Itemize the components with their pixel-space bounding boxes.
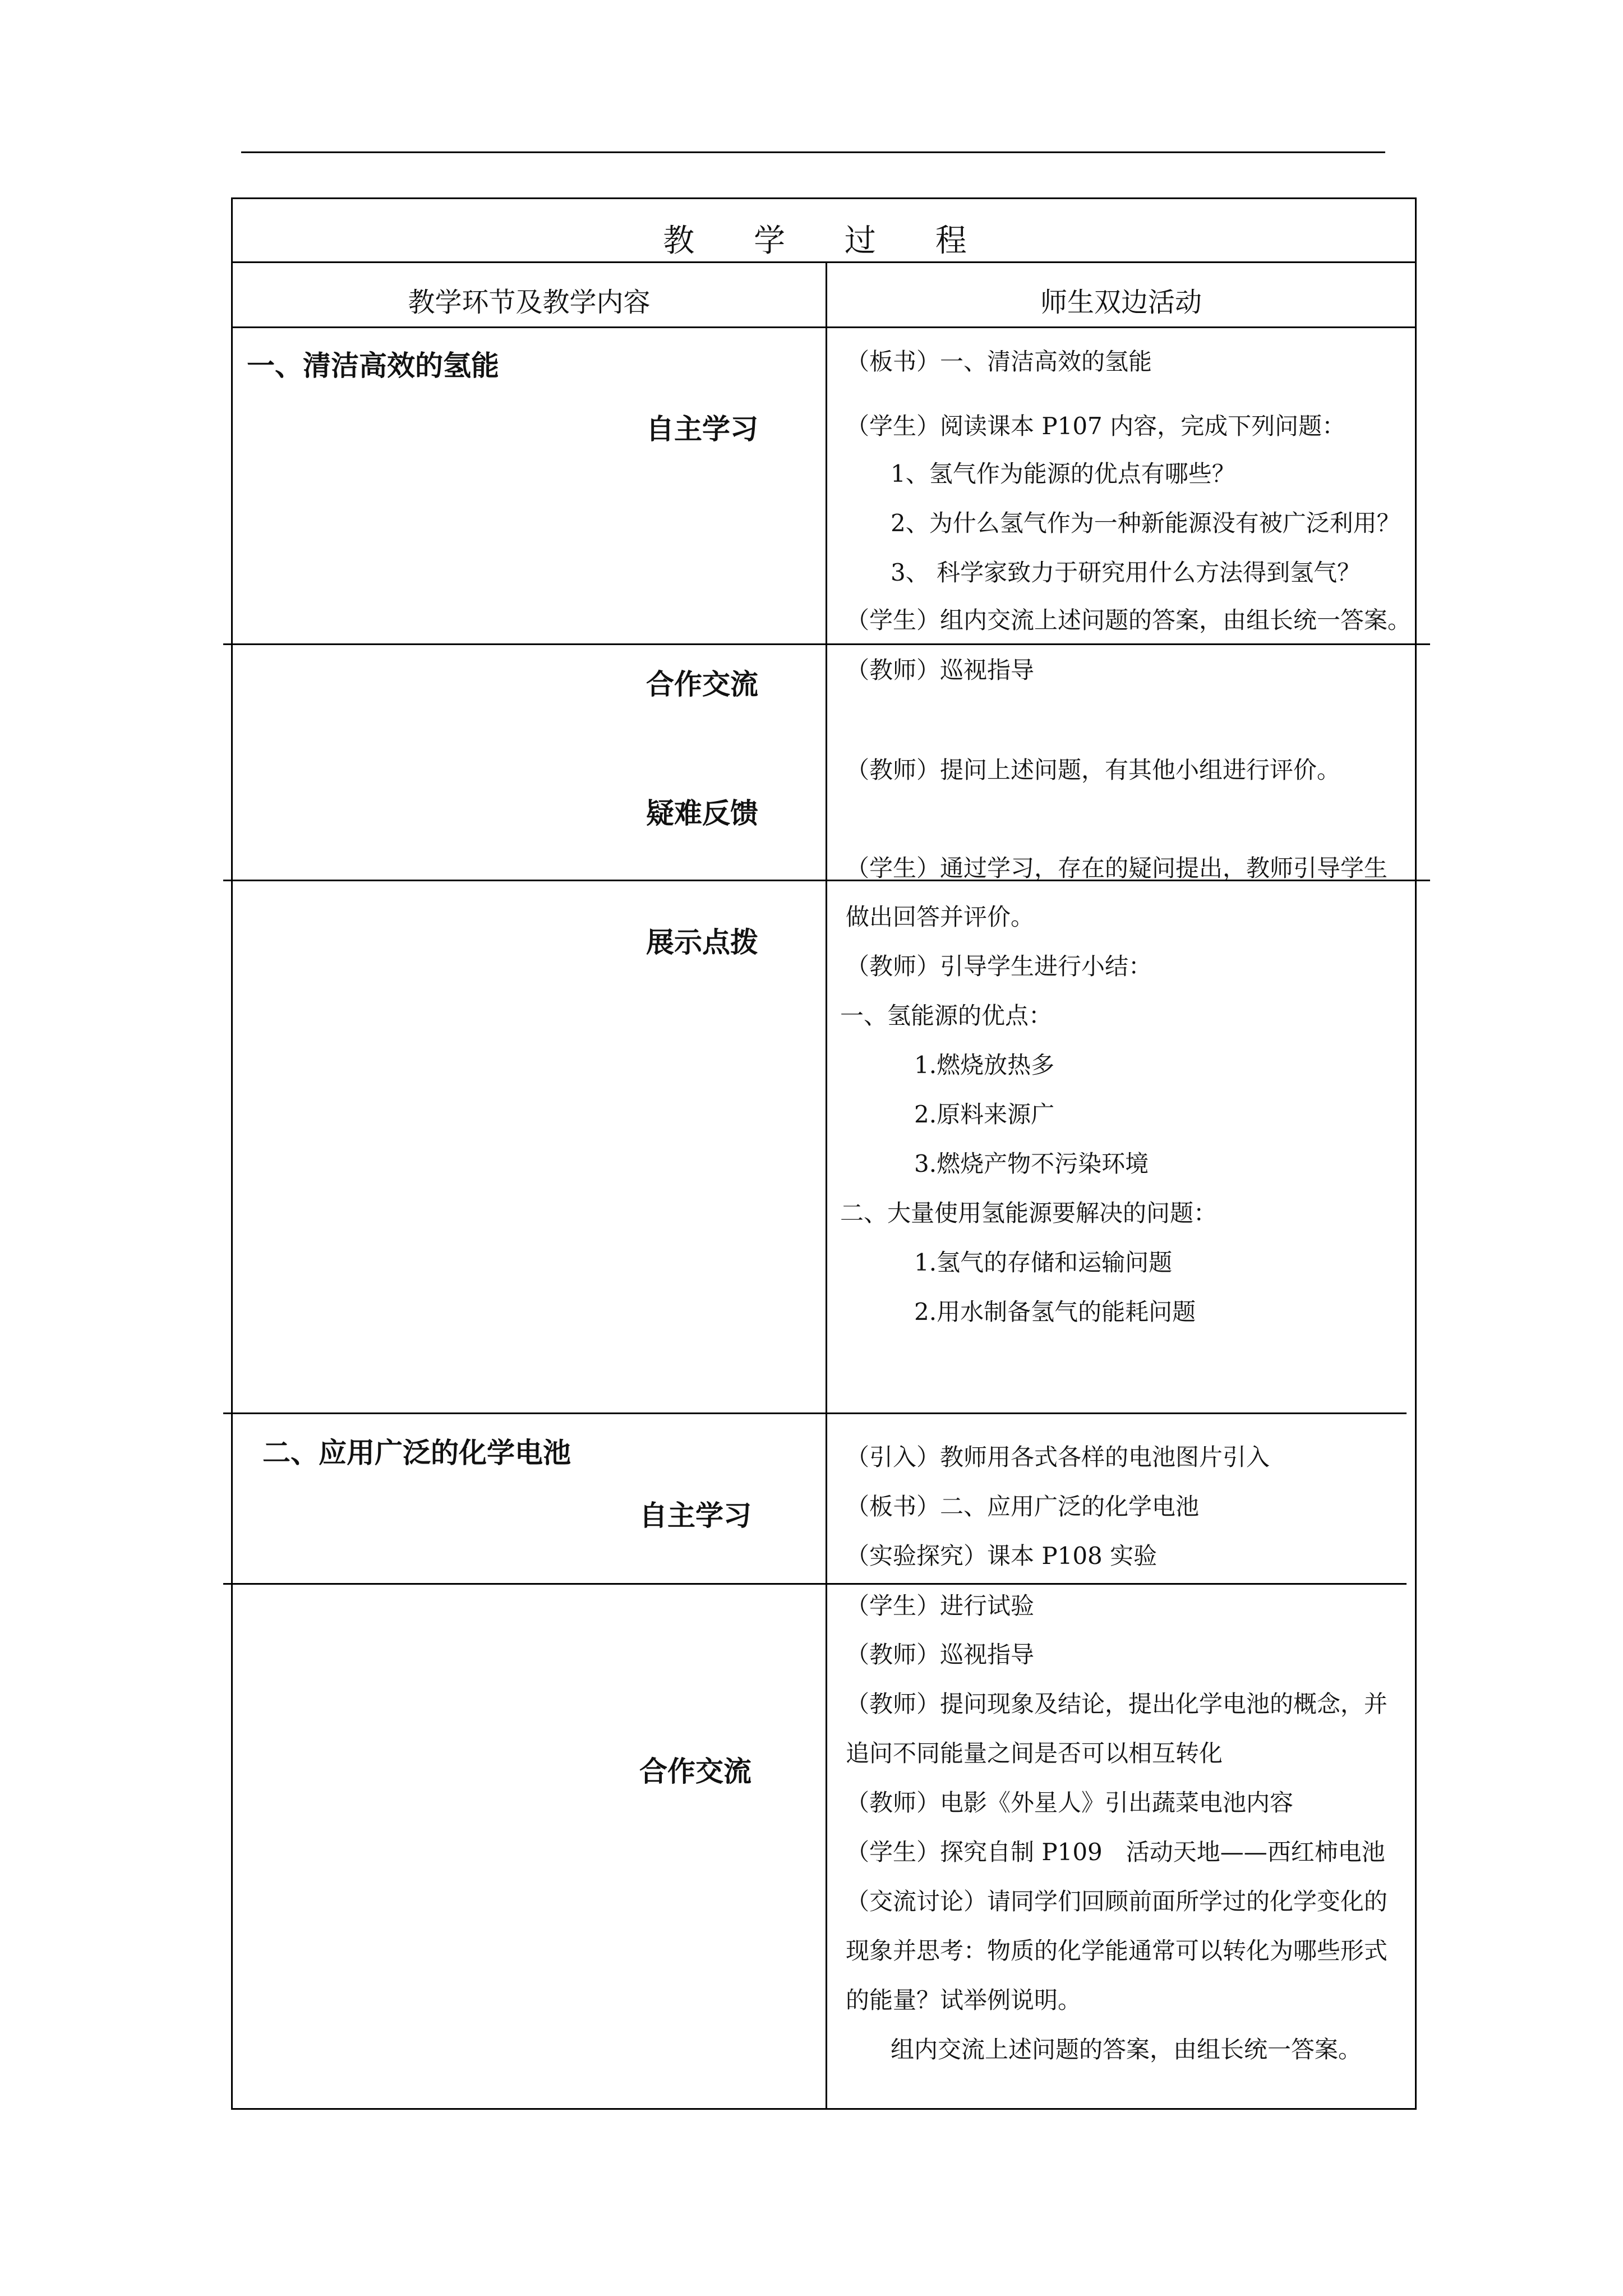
- activity-line: 3.燃烧产物不污染环境: [914, 1150, 1149, 1177]
- activity-line: 的能量？试举例说明。: [846, 1986, 1082, 2014]
- activity-line: 2.用水制备氢气的能耗问题: [914, 1298, 1196, 1326]
- activity-line: （学生）组内交流上述问题的答案，由组长统一答案。: [846, 606, 1412, 634]
- activity-line: 追问不同能量之间是否可以相互转化: [846, 1740, 1223, 1767]
- activity-line: （引入）教师用各式各样的电池图片引入: [846, 1443, 1270, 1471]
- s1-stage-feedback: 疑难反馈: [646, 797, 758, 830]
- activity-line: 1.燃烧放热多: [914, 1051, 1055, 1079]
- section2-heading: 二、应用广泛的化学电池: [262, 1437, 571, 1469]
- activity-line: 二、大量使用氢能源要解决的问题：: [840, 1199, 1218, 1227]
- activity-line: （学生）通过学习，存在的疑问提出，教师引导学生: [846, 854, 1388, 882]
- activity-line: 1.氢气的存储和运输问题: [914, 1249, 1173, 1276]
- s2-stage-cooperate: 合作交流: [639, 1755, 751, 1788]
- page-header-rule: [241, 151, 1385, 153]
- activity-line: （交流讨论）请同学们回顾前面所学过的化学变化的: [846, 1888, 1388, 1915]
- activity-line: （学生）探究自制 P109 活动天地——西红柿电池: [846, 1838, 1385, 1866]
- activity-line: （教师）提问现象及结论，提出化学电池的概念，并: [846, 1690, 1388, 1718]
- activity-line: （教师）巡视指导: [846, 1641, 1035, 1668]
- row-border-3: [223, 1412, 1407, 1414]
- activity-line: 3、 科学家致力于研究用什么方法得到氢气？: [891, 559, 1361, 586]
- activity-line: （教师）电影《外星人》引出蔬菜电池内容: [846, 1789, 1294, 1816]
- activity-line: 一、氢能源的优点：: [840, 1002, 1053, 1029]
- row-border-4: [223, 1583, 1407, 1585]
- column-divider: [826, 261, 827, 2110]
- activity-line: （板书）二、应用广泛的化学电池: [846, 1493, 1200, 1520]
- activity-line: （学生）进行试验: [846, 1592, 1035, 1619]
- activity-line: （教师）提问上述问题，有其他小组进行评价。: [846, 756, 1341, 784]
- header-left: 教学环节及教学内容: [408, 287, 651, 318]
- header-row-border: [231, 326, 1417, 328]
- table-title: 教 学 过 程: [663, 223, 992, 259]
- s1-stage-cooperate: 合作交流: [646, 668, 758, 701]
- activity-line: （学生）阅读课本 P107 内容，完成下列问题：: [846, 412, 1346, 440]
- activity-line: 组内交流上述问题的答案，由组长统一答案。: [891, 2036, 1362, 2063]
- activity-line: 做出回答并评价。: [846, 903, 1035, 931]
- s1-stage-self-study: 自主学习: [646, 413, 758, 445]
- header-right: 师生双边活动: [1040, 287, 1202, 318]
- activity-line: 2.原料来源广: [914, 1101, 1055, 1128]
- table-bottom-border: [231, 2108, 1417, 2110]
- activity-line: （教师）巡视指导: [846, 656, 1035, 684]
- s2-stage-self-study: 自主学习: [639, 1499, 751, 1532]
- table-left-border: [231, 197, 233, 2110]
- section1-heading: 一、清洁高效的氢能: [247, 349, 499, 382]
- activity-line: 1、氢气作为能源的优点有哪些？: [891, 460, 1235, 487]
- activity-line: 现象并思考：物质的化学能通常可以转化为哪些形式: [846, 1937, 1388, 1964]
- activity-line: 2、为什么氢气作为一种新能源没有被广泛利用？: [891, 509, 1400, 537]
- table-top-border: [231, 197, 1417, 199]
- activity-line: （板书）一、清洁高效的氢能: [846, 348, 1152, 375]
- s1-stage-display: 展示点拨: [646, 926, 758, 959]
- title-row-border: [231, 261, 1417, 263]
- activity-line: （实验探究）课本 P108 实验: [846, 1542, 1158, 1570]
- table-right-border: [1415, 197, 1417, 2110]
- activity-line: （教师）引导学生进行小结：: [846, 953, 1152, 980]
